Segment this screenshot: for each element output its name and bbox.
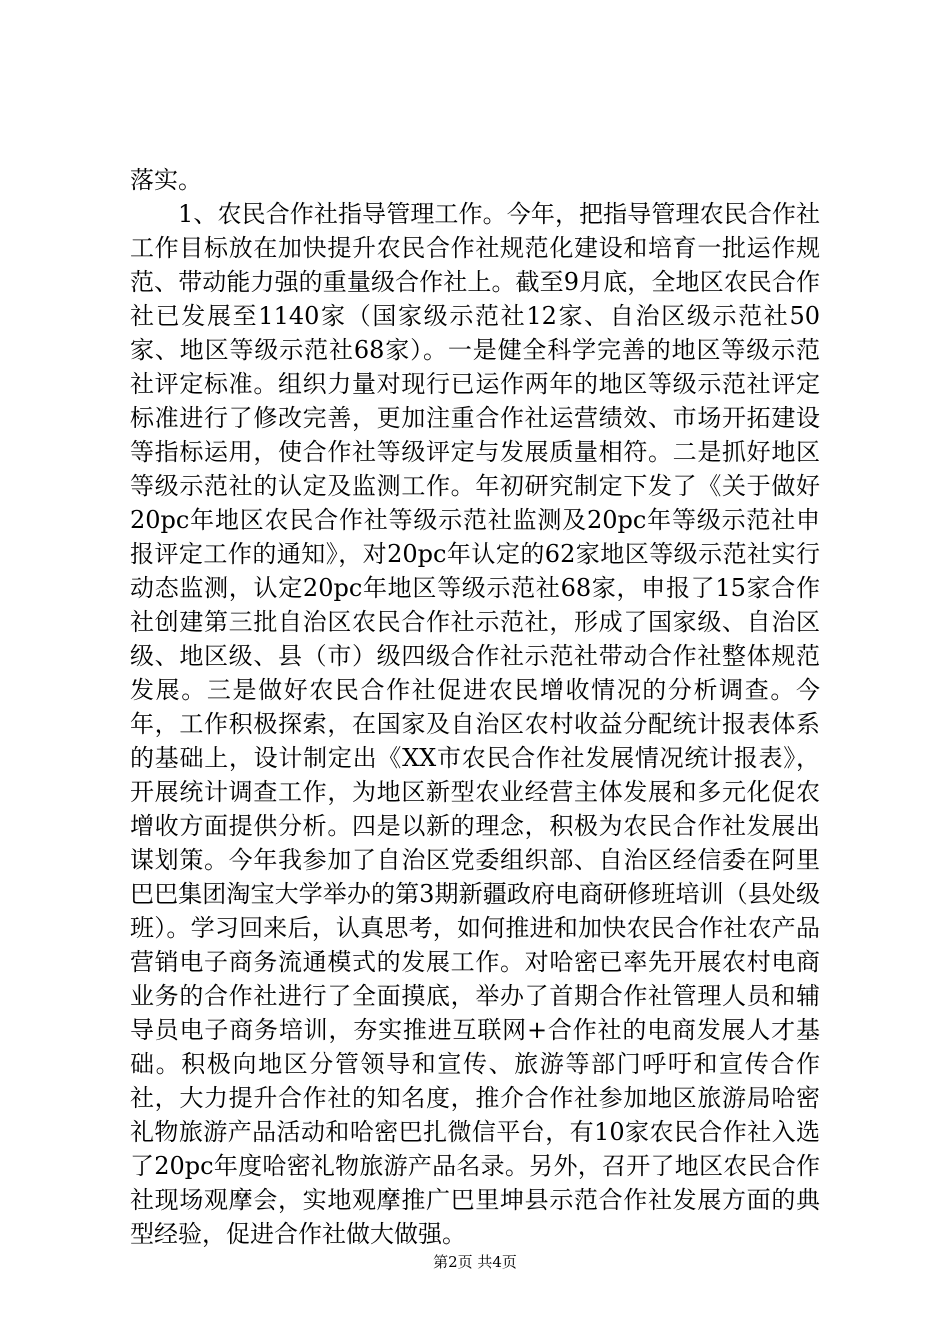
page-footer: 第2页 共4页 [433, 1253, 517, 1271]
body-text [130, 163, 820, 1251]
lead-line: 落实。 [130, 166, 202, 194]
main-paragraph: 1、农民合作社指导管理工作。今年，把指导管理农民合作社工作目标放在加快提升农民合作社规范化建设和培育一批运作规范、带动能力强的重量级合作社上。截至9月底，全地区农民合作社已发展至1140家（国家级示范社12家、自治区级示范社50家、地区等级示范社68家）。一是健全科学完善的地区等级示范社评定标准。组织力量对现行已运作两年的地区等级示范社评定标准进行了修改完善，更加注重合作社运营绩效、市场开拓建设等指标运用，使合作社等级评定与发展质量相符。二是抓好地区等级示范社的认定及监测工作。年初研究制定下发了《关于做好20pc年地区农民合作社等级示范社监测及20pc年等级示范社申报评定工作的通知》，对20pc年认定的62家地区等级示范社实行动态监测，认定20pc年地区等级示范社68家，申报了15家合作社创建第三批自治区农民合作社示范社，形成了国家级、自治区级、地区级、县（市）级四级合作社示范社带动合作社整体规范发展。三是做好农民合作社促进农民增收情况的分析调查。今年，工作积极探索，在国家及自治区农村收益分配统计报表体系的基础上，设计制定出《XX市农民合作社发展情况统计报表》，开展统计调查工作，为地区新型农业经营主体发展和多元化促农增收方面提供分析。四是以新的理念，积极为农民合作社发展出谋划策。今年我参加了自治区党委组织部、自治区经信委在阿里巴巴集团淘宝大学举办的第3期新疆政府电商研修班培训（县处级班）。学习回来后，认真思考，如何推进和加快农民合作社农产品营销电子商务流通模式的发展工作。对哈密已率先开展农村电商业务的合作社进行了全面摸底，举办了首期合作社管理人员和辅导员电子商务培训，夯实推进互联网+合作社的电商发展人才基础。积极向地区分管领导和宣传、旅游等部门呼吁和宣传合作社，大力提升合作社的知名度，推介合作社参加地区旅游局哈密礼物旅游产品活动和哈密巴扎微信平台，有10家农民合作社入选了20pc年度哈密礼物旅游产品名录。另外，召开了地区农民合作社现场观摩会，实地观摩推广巴里坤县示范合作社发展方面的典型经验，促进合作社做大做强。 [130, 200, 820, 1248]
